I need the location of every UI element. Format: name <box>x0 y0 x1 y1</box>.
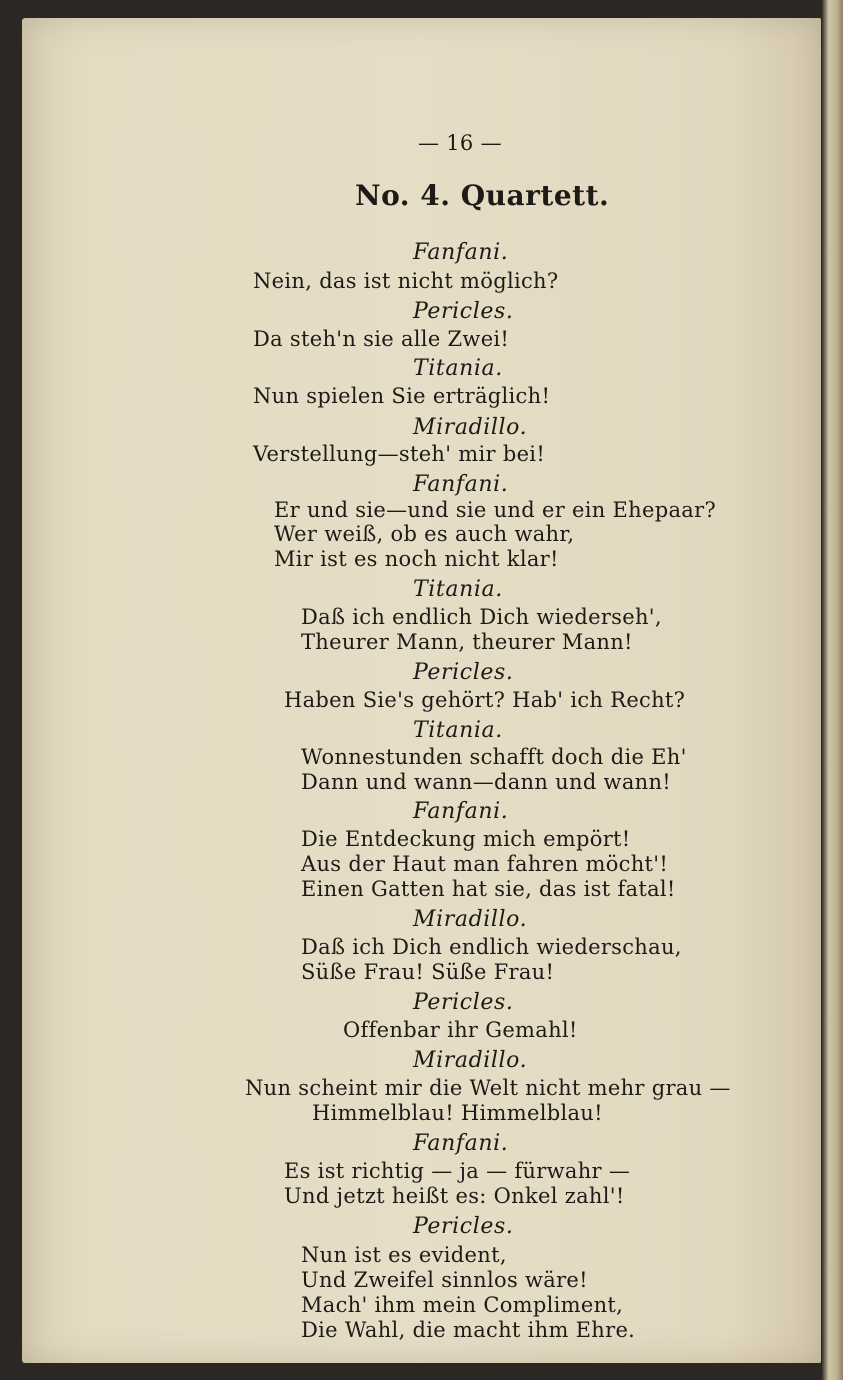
verse-line: Süße Frau! Süße Frau! <box>301 960 555 984</box>
speaker-name: Fanfani. <box>413 1131 509 1156</box>
section-title: No. 4. Quartett. <box>355 179 610 212</box>
verse-line: Die Wahl, die macht ihm Ehre. <box>301 1318 636 1342</box>
speaker-name: Titania. <box>413 577 503 602</box>
speaker-name: Miradillo. <box>413 907 528 932</box>
verse-line: Offenbar ihr Gemahl! <box>343 1018 578 1042</box>
verse-line: Er und sie—und sie und er ein Ehepaar? <box>274 498 717 522</box>
verse-line: Nein, das ist nicht möglich? <box>253 269 559 293</box>
speaker-name: Fanfani. <box>413 472 509 497</box>
verse-line: Wonnestunden schafft doch die Eh' <box>301 745 687 769</box>
verse-line: Verstellung—steh' mir bei! <box>253 442 546 466</box>
verse-line: Nun spielen Sie erträglich! <box>253 384 551 408</box>
speaker-name: Titania. <box>413 356 503 381</box>
speaker-name: Pericles. <box>413 1214 514 1239</box>
verse-line: Mir ist es noch nicht klar! <box>274 547 559 571</box>
verse-line: Dann und wann—dann und wann! <box>301 770 672 794</box>
verse-line: Aus der Haut man fahren möcht'! <box>301 852 669 876</box>
speaker-name: Fanfani. <box>413 799 509 824</box>
verse-line: Daß ich Dich endlich wiederschau, <box>301 935 682 959</box>
verse-line: Nun scheint mir die Welt nicht mehr grau — <box>245 1076 731 1100</box>
verse-line: Himmelblau! Himmelblau! <box>312 1101 603 1125</box>
speaker-name: Pericles. <box>413 299 514 324</box>
speaker-name: Pericles. <box>413 990 514 1015</box>
verse-line: Nun ist es evident, <box>301 1243 507 1267</box>
book-spine <box>821 0 843 1380</box>
speaker-name: Fanfani. <box>413 240 509 265</box>
verse-line: Es ist richtig — ja — fürwahr — <box>284 1159 631 1183</box>
speaker-name: Miradillo. <box>413 1048 528 1073</box>
verse-line: Wer weiß, ob es auch wahr, <box>274 522 575 546</box>
verse-line: Und jetzt heißt es: Onkel zahl'! <box>284 1184 625 1208</box>
verse-line: Da steh'n sie alle Zwei! <box>253 327 510 351</box>
speaker-name: Miradillo. <box>413 415 528 440</box>
verse-line: Theurer Mann, theurer Mann! <box>301 630 633 654</box>
speaker-name: Pericles. <box>413 660 514 685</box>
verse-line: Und Zweifel sinnlos wäre! <box>301 1268 588 1292</box>
page-number: — 16 — <box>418 131 502 155</box>
verse-line: Die Entdeckung mich empört! <box>301 827 631 851</box>
verse-line: Haben Sie's gehört? Hab' ich Recht? <box>284 688 686 712</box>
verse-line: Daß ich endlich Dich wiederseh', <box>301 605 662 629</box>
speaker-name: Titania. <box>413 718 503 743</box>
verse-line: Einen Gatten hat sie, das ist fatal! <box>301 877 676 901</box>
verse-line: Mach' ihm mein Compliment, <box>301 1293 624 1317</box>
